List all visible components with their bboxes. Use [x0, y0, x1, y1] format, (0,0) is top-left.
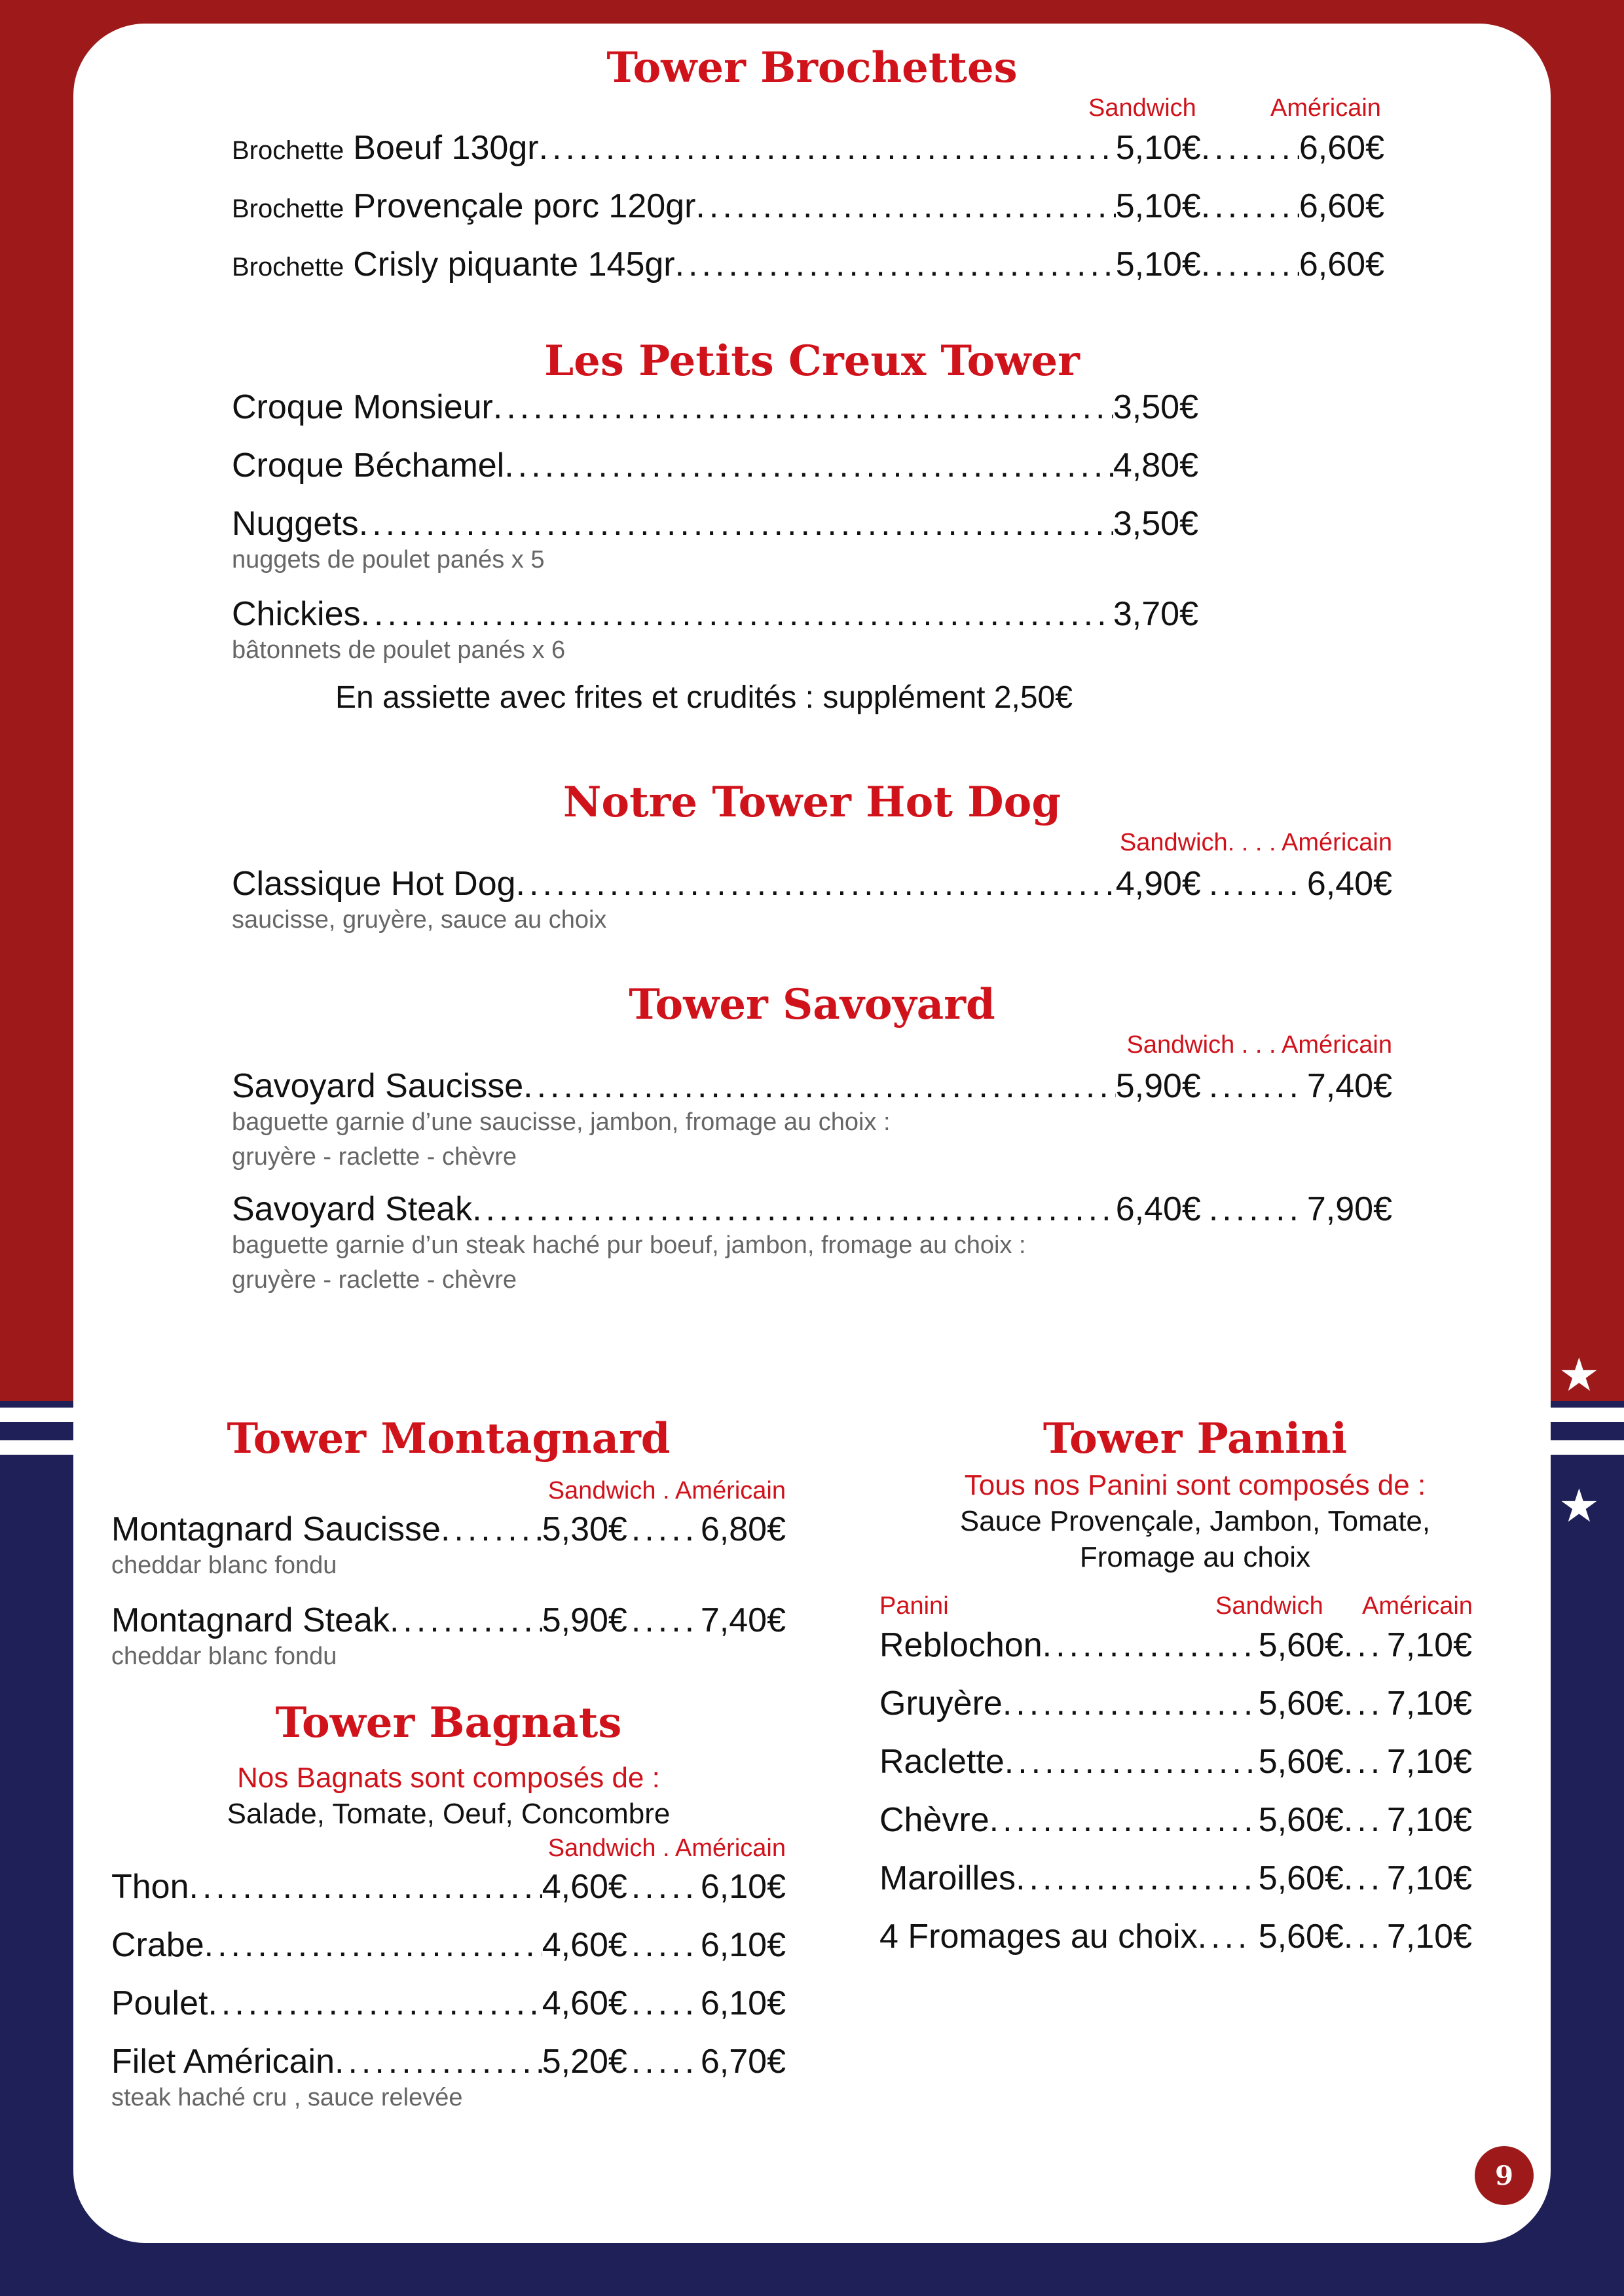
dot-leader — [631, 1925, 697, 1965]
dot-leader — [1344, 1626, 1387, 1665]
dot-leader — [359, 504, 1113, 543]
dot-leader — [989, 1800, 1252, 1840]
price-americain: 7,40€ — [1306, 1067, 1392, 1105]
menu-item-row — [879, 1684, 1472, 1723]
column-header-americain: Américain — [1270, 94, 1381, 122]
price-sandwich: 4,60€ — [542, 1868, 627, 1906]
dot-leader — [504, 446, 1113, 485]
menu-item-row — [232, 594, 1198, 634]
price-sandwich: 5,60€ — [1258, 1801, 1344, 1839]
price-sandwich: 5,60€ — [1258, 1626, 1344, 1664]
dot-leader — [472, 1190, 1116, 1229]
item-description: baguette garnie d’une saucisse, jambon, fromage au choix : — [232, 1108, 891, 1136]
item-name: Crabe — [111, 1926, 204, 1964]
price-americain: 6,10€ — [700, 1868, 786, 1906]
item-name: Gruyère — [879, 1685, 1003, 1722]
menu-item-row — [879, 1800, 1472, 1840]
item-name: 4 Fromages au choix — [879, 1918, 1198, 1956]
menu-item-row — [879, 1626, 1472, 1665]
price-americain: 7,10€ — [1386, 1918, 1472, 1956]
dot-leader — [675, 245, 1116, 284]
column-header: Sandwich . . . Américain — [1126, 1031, 1392, 1059]
price-sandwich: 4,60€ — [542, 1984, 627, 2022]
price-americain: 6,10€ — [700, 1926, 786, 1964]
dot-leader — [1209, 1066, 1299, 1106]
item-price: 3,50€ — [1113, 505, 1198, 543]
column-header: Sandwich. . . . Américain — [1119, 829, 1392, 856]
item-prefix: Brochette — [232, 194, 344, 223]
menu-item-row — [232, 504, 1198, 543]
column-header: Sandwich . Américain — [547, 1834, 786, 1862]
dot-leader — [1209, 864, 1299, 903]
dot-leader — [695, 187, 1115, 226]
dot-leader — [1344, 1684, 1387, 1723]
price-sandwich: 5,60€ — [1258, 1685, 1344, 1722]
dot-leader — [1201, 187, 1299, 226]
panini-intro: Tous nos Panini sont composés de : — [964, 1469, 1426, 1501]
item-name: Croque Béchamel — [232, 446, 505, 484]
price-sandwich: 4,60€ — [542, 1926, 627, 1964]
section-title-savoyard: Tower Savoyard — [629, 980, 995, 1029]
menu-item-row — [879, 1859, 1472, 1898]
item-description: cheddar blanc fondu — [111, 1552, 337, 1579]
menu-item-row — [111, 1984, 786, 2023]
menu-item-row — [232, 187, 1384, 226]
item-name: Raclette — [879, 1743, 1005, 1781]
price-americain: 6,60€ — [1299, 246, 1384, 283]
item-description: nuggets de poulet panés x 5 — [232, 546, 545, 574]
item-name: Savoyard Saucisse — [232, 1067, 524, 1105]
dot-leader — [204, 1925, 542, 1965]
item-name: Montagnard Saucisse — [111, 1510, 441, 1548]
price-sandwich: 5,60€ — [1258, 1918, 1344, 1956]
item-price: 3,50€ — [1113, 388, 1198, 426]
dot-leader — [1003, 1684, 1252, 1723]
menu-item-row — [232, 388, 1198, 427]
dot-leader — [208, 1984, 542, 2023]
column-header-sandwich: Sandwich — [1215, 1592, 1323, 1620]
dot-leader — [631, 1601, 697, 1640]
item-price: 3,70€ — [1113, 595, 1198, 633]
price-sandwich: 5,90€ — [542, 1601, 627, 1639]
item-description: bâtonnets de poulet panés x 6 — [232, 636, 566, 664]
price-americain: 6,40€ — [1306, 865, 1392, 903]
dot-leader — [1005, 1742, 1252, 1781]
dot-leader — [189, 1867, 542, 1906]
item-description: cheddar blanc fondu — [111, 1643, 337, 1670]
menu-item-row — [232, 446, 1198, 485]
price-sandwich: 5,60€ — [1258, 1859, 1344, 1897]
item-price: 4,80€ — [1113, 446, 1198, 484]
item-description: saucisse, gruyère, sauce au choix — [232, 906, 607, 934]
dot-leader — [631, 1867, 697, 1906]
price-sandwich: 5,10€ — [1115, 129, 1201, 167]
item-name: Provençale porc 120gr — [353, 187, 696, 225]
dot-leader — [493, 388, 1113, 427]
item-prefix: Brochette — [232, 136, 344, 165]
item-description: baguette garnie d’un steak haché pur boeuf, jambon, fromage au choix : — [232, 1231, 1026, 1259]
dot-leader — [516, 864, 1116, 903]
dot-leader — [1201, 128, 1299, 168]
dot-leader — [1344, 1859, 1387, 1898]
column-header-sandwich: Sandwich — [1088, 94, 1196, 122]
item-name: Chickies — [232, 595, 361, 633]
column-header-americain: Américain — [1362, 1592, 1473, 1620]
price-americain: 7,10€ — [1386, 1743, 1472, 1781]
menu-item-row — [111, 1925, 786, 1965]
price-sandwich: 5,20€ — [542, 2043, 627, 2081]
item-description: steak haché cru , sauce relevée — [111, 2084, 463, 2111]
price-americain: 7,10€ — [1386, 1859, 1472, 1897]
price-americain: 7,10€ — [1386, 1685, 1472, 1722]
dot-leader — [1016, 1859, 1252, 1898]
panini-ingredients: Sauce Provençale, Jambon, Tomate, — [959, 1505, 1431, 1537]
menu-item-row — [111, 1867, 786, 1906]
price-americain: 6,70€ — [700, 2043, 786, 2081]
item-name: Thon — [111, 1868, 189, 1906]
dot-leader — [441, 1510, 542, 1549]
item-description: gruyère - raclette - chèvre — [232, 1143, 517, 1171]
price-americain: 7,40€ — [700, 1601, 786, 1639]
menu-item-row — [111, 2042, 786, 2081]
dot-leader — [1201, 245, 1299, 284]
item-name: Maroilles — [879, 1859, 1016, 1897]
menu-item-row — [879, 1917, 1472, 1956]
price-americain: 6,60€ — [1299, 129, 1384, 167]
item-name: Croque Monsieur — [232, 388, 493, 426]
menu-item-row — [879, 1742, 1472, 1781]
section-title-petits-creux: Les Petits Creux Tower — [544, 337, 1080, 386]
menu-item-row — [232, 128, 1384, 168]
section-title-brochettes: Tower Brochettes — [606, 43, 1018, 92]
price-americain: 7,10€ — [1386, 1801, 1472, 1839]
page-number: 9 — [1475, 2146, 1534, 2205]
item-name: Boeuf 130gr — [353, 129, 539, 167]
star-icon: ★ — [1559, 1480, 1600, 1531]
price-americain: 7,10€ — [1386, 1626, 1472, 1664]
dot-leader — [1344, 1742, 1387, 1781]
price-sandwich: 6,40€ — [1115, 1190, 1201, 1228]
price-sandwich: 4,90€ — [1115, 865, 1201, 903]
menu-item-row — [232, 1066, 1392, 1106]
bagnats-ingredients: Salade, Tomate, Oeuf, Concombre — [227, 1798, 671, 1830]
menu-item-row — [232, 1190, 1392, 1229]
dot-leader — [523, 1066, 1116, 1106]
dot-leader — [1198, 1917, 1252, 1956]
item-prefix: Brochette — [232, 253, 344, 282]
dot-leader — [335, 2042, 542, 2081]
section-title-montagnard: Tower Montagnard — [227, 1414, 671, 1463]
price-americain: 6,80€ — [700, 1510, 786, 1548]
column-header: Sandwich . Américain — [547, 1477, 786, 1504]
supplement-note: En assiette avec frites et crudités : supplément 2,50€ — [335, 680, 1073, 715]
price-americain: 6,60€ — [1299, 187, 1384, 225]
price-sandwich: 5,30€ — [542, 1510, 627, 1548]
price-americain: 7,90€ — [1306, 1190, 1392, 1228]
item-name: Poulet — [111, 1984, 208, 2022]
item-name: Chèvre — [879, 1801, 989, 1839]
dot-leader — [361, 594, 1113, 634]
item-name: Montagnard Steak — [111, 1601, 390, 1639]
column-header-panini: Panini — [879, 1592, 949, 1620]
section-title-hot-dog: Notre Tower Hot Dog — [563, 778, 1061, 827]
dot-leader — [539, 128, 1116, 168]
price-sandwich: 5,10€ — [1115, 187, 1201, 225]
dot-leader — [631, 1510, 697, 1549]
dot-leader — [1344, 1917, 1387, 1956]
item-description: gruyère - raclette - chèvre — [232, 1266, 517, 1294]
item-name: Filet Américain — [111, 2043, 335, 2081]
item-name: Savoyard Steak — [232, 1190, 473, 1228]
dot-leader — [631, 2042, 697, 2081]
price-sandwich: 5,90€ — [1115, 1067, 1201, 1105]
price-sandwich: 5,60€ — [1258, 1743, 1344, 1781]
section-title-bagnats: Tower Bagnats — [275, 1698, 622, 1747]
dot-leader — [631, 1984, 697, 2023]
panini-ingredients: Fromage au choix — [1079, 1541, 1311, 1573]
star-icon: ★ — [1559, 1349, 1600, 1400]
price-sandwich: 5,10€ — [1115, 246, 1201, 283]
menu-item-row — [111, 1601, 786, 1640]
menu-item-row — [232, 245, 1384, 284]
dot-leader — [390, 1601, 542, 1640]
dot-leader — [1344, 1800, 1387, 1840]
section-title-panini: Tower Panini — [1043, 1414, 1348, 1463]
bagnats-intro: Nos Bagnats sont composés de : — [237, 1762, 660, 1794]
menu-item-row — [111, 1510, 786, 1549]
menu-item-row — [232, 864, 1392, 903]
item-name: Nuggets — [232, 505, 359, 543]
dot-leader — [1043, 1626, 1252, 1665]
item-name: Reblochon — [879, 1626, 1043, 1664]
item-name: Classique Hot Dog — [232, 865, 516, 903]
price-americain: 6,10€ — [700, 1984, 786, 2022]
dot-leader — [1209, 1190, 1299, 1229]
item-name: Crisly piquante 145gr — [353, 246, 675, 283]
